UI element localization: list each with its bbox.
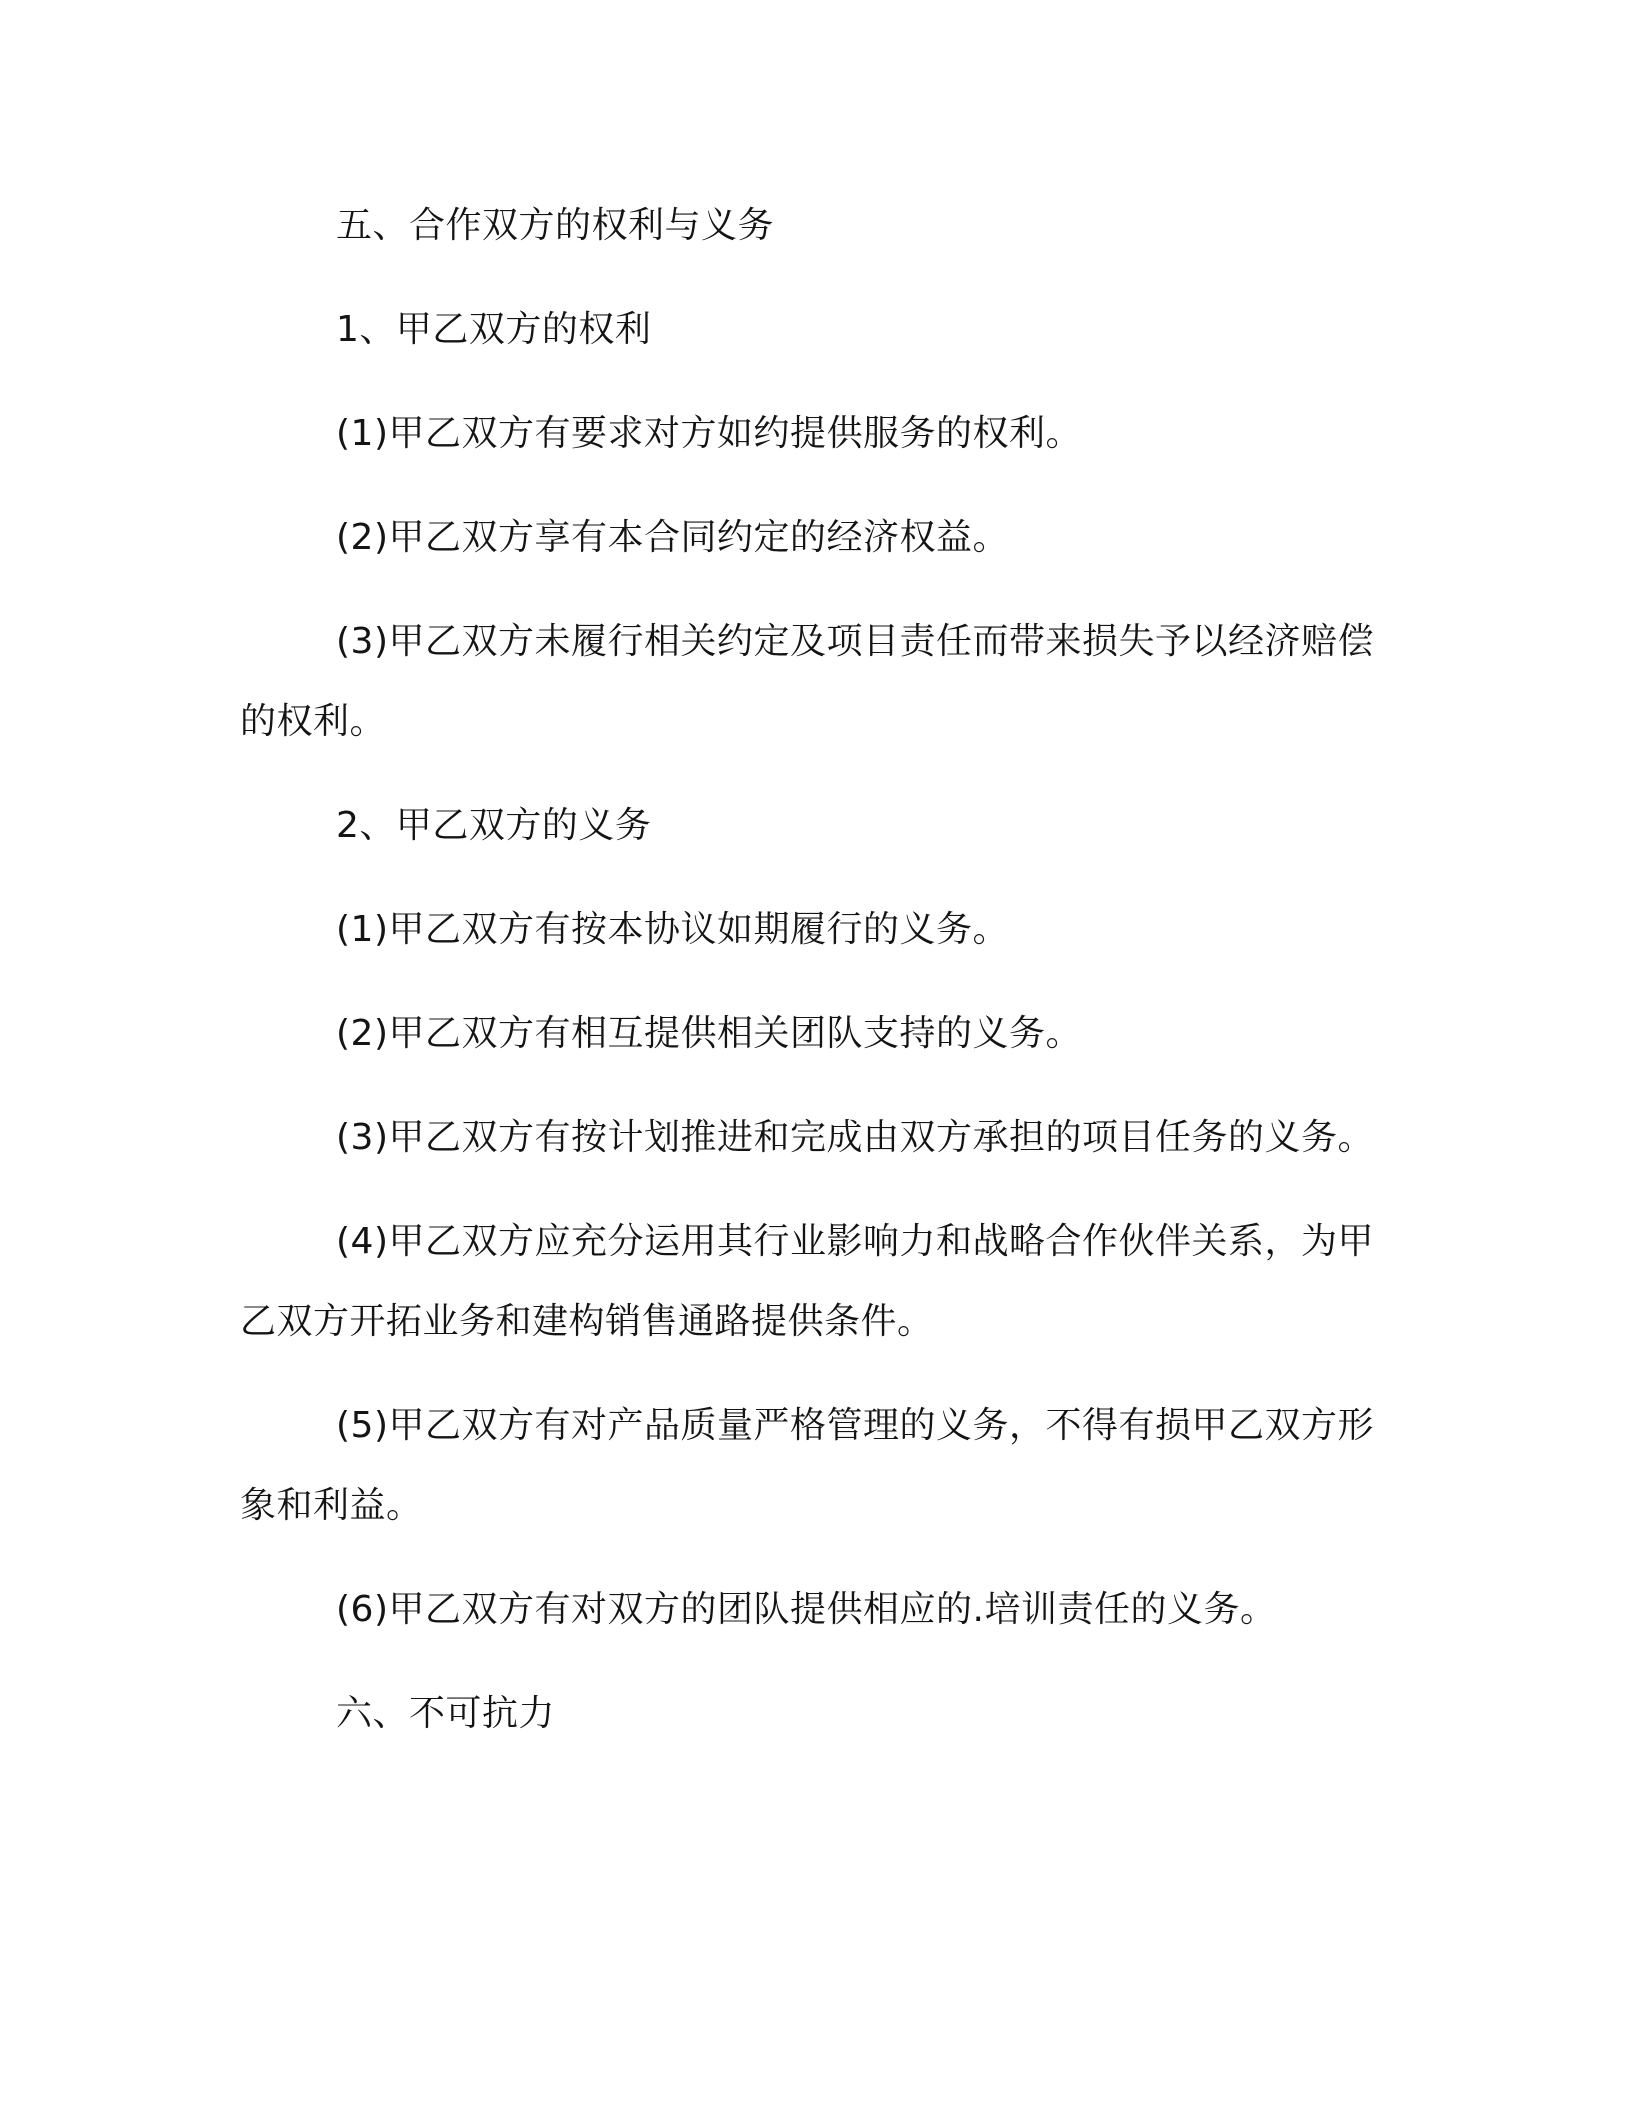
document-body xyxy=(240,186,1380,1778)
section-heading-rights-obligations: 五、合作双方的权利与义务 xyxy=(336,205,775,246)
rights-item-2: (2)甲乙双方享有本合同约定的经济权益。 xyxy=(336,517,1009,558)
obligations-item-3: (3)甲乙双方有按计划推进和完成由双方承担的项目任务的义务。 xyxy=(336,1117,1374,1158)
obligations-item-2: (2)甲乙双方有相互提供相关团队支持的义务。 xyxy=(336,1013,1082,1054)
obligations-item-6: (6)甲乙双方有对双方的团队提供相应的.培训责任的义务。 xyxy=(336,1589,1277,1630)
section-heading-force-majeure: 六、不可抗力 xyxy=(336,1693,556,1734)
subsection-heading-obligations: 2、甲乙双方的义务 xyxy=(336,805,652,846)
subsection-heading-rights: 1、甲乙双方的权利 xyxy=(336,309,652,350)
obligations-item-5: (5)甲乙双方有对产品质量严格管理的义务，不得有损甲乙双方形象和利益。 xyxy=(240,1405,1374,1526)
rights-item-1: (1)甲乙双方有要求对方如约提供服务的权利。 xyxy=(336,413,1082,454)
obligations-item-1: (1)甲乙双方有按本协议如期履行的义务。 xyxy=(336,909,1009,950)
obligations-item-4: (4)甲乙双方应充分运用其行业影响力和战略合作伙伴关系，为甲乙双方开拓业务和建构销售通路提供条件。 xyxy=(240,1221,1374,1342)
rights-item-3: (3)甲乙双方未履行相关约定及项目责任而带来损失予以经济赔偿的权利。 xyxy=(240,621,1374,742)
